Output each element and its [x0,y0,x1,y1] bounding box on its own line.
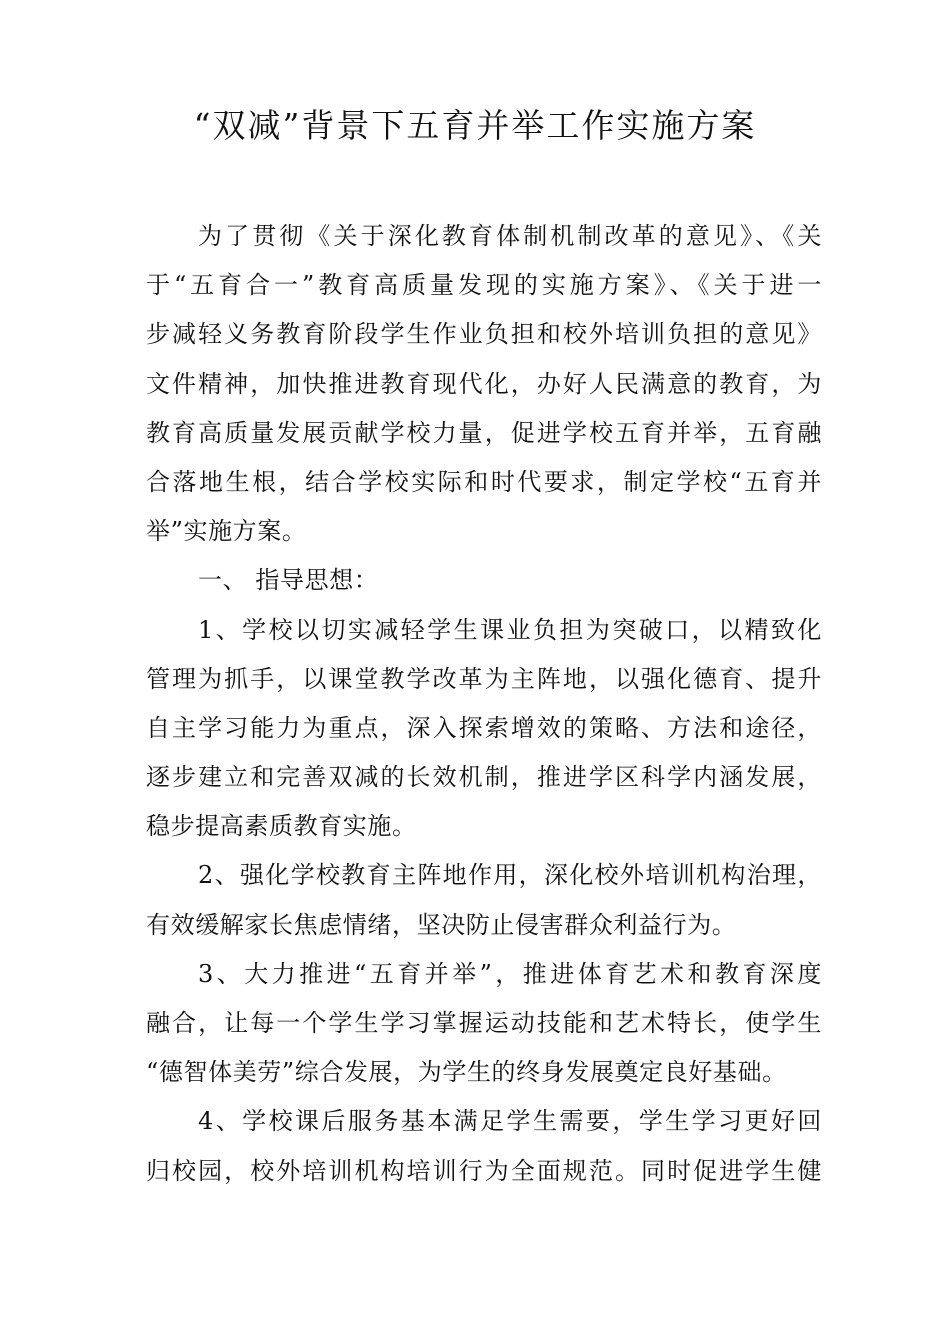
paragraph-line: 管理为抓手，以课堂教学改革为主阵地，以强化德育、提升 [146,664,822,693]
paragraph-line: 4、学校课后服务基本满足学生需要，学生学习更好回 [198,1107,822,1136]
paragraph-line: 为了贯彻《关于深化教育体制机制改革的意见》、《关 [198,222,822,250]
paragraph-line: 1、学校以切实减轻学生课业负担为突破口，以精致化 [198,615,822,644]
document-body [146,212,822,1196]
paragraph-line: 教育高质量发展贡献学校力量，促进学校五育并举，五育融 [146,418,822,447]
document-title: “双减”背景下五育并举工作实施方案 [193,106,757,145]
paragraph-line: 合落地生根，结合学校实际和时代要求，制定学校“五育并 [146,467,822,496]
paragraph-line: 2、强化学校教育主阵地作用，深化校外培训机构治理， [198,861,822,890]
paragraph-line: 稳步提高素质教育实施。 [146,812,417,841]
paragraph-line: 归校园，校外培训机构培训行为全面规范。同时促进学生健 [146,1156,822,1185]
paragraph-line: 融合，让每一个学生学习掌握运动技能和艺术特长，使学生 [146,1009,822,1037]
section-heading: 一、 指导思想： [198,566,379,595]
paragraph-line: “德智体美劳”综合发展，为学生的终身发展奠定良好基础。 [146,1058,787,1087]
paragraph-line: 有效缓解家长焦虑情绪，坚决防止侵害群众利益行为。 [146,910,737,939]
paragraph-line: 3、大力推进“五育并举”，推进体育艺术和教育深度 [198,959,822,988]
paragraph-line: 举”实施方案。 [146,517,307,546]
paragraph-line: 自主学习能力为重点，深入探索增效的策略、方法和途径， [146,713,822,742]
paragraph-line: 逐步建立和完善双减的长效机制，推进学区科学内涵发展， [146,763,822,792]
paragraph-line: 于“五育合一”教育高质量发现的实施方案》、《关于进一 [146,271,822,300]
paragraph-line: 步减轻义务教育阶段学生作业负担和校外培训负担的意见》 [146,320,822,349]
paragraph-line: 文件精神，加快推进教育现代化，办好人民满意的教育，为 [146,369,822,398]
